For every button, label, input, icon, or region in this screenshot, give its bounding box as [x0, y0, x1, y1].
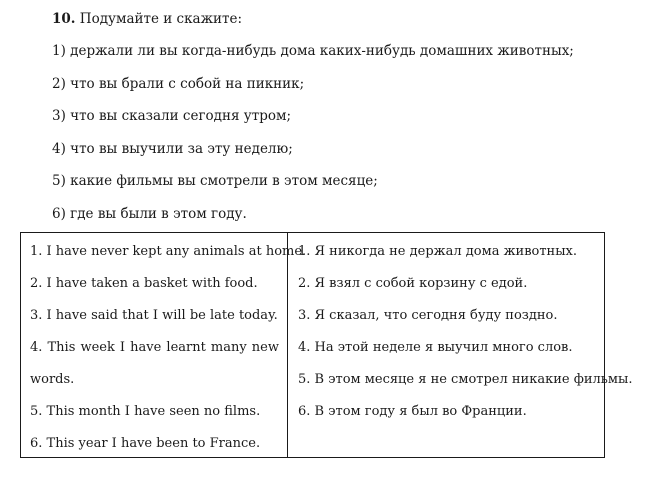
- answer-ru-1: 1. Я никогда не держал дома животных.: [298, 244, 578, 259]
- exercise-block: [52, 10, 632, 237]
- answer-en-3: 3. I have said that I will be late today.: [30, 308, 278, 323]
- answer-en-2: 2. I have taken a basket with food.: [30, 276, 258, 291]
- answers-english-column: [21, 233, 307, 457]
- answer-en-4: 4. This week I have learnt many new: [30, 340, 279, 355]
- question-4: 4) что вы выучили за эту неделю;: [52, 140, 293, 157]
- answer-ru-3: 3. Я сказал, что сегодня буду поздно.: [298, 308, 558, 323]
- answer-en-5: 5. This month I have seen no films.: [30, 404, 261, 419]
- answers-table: [20, 232, 633, 458]
- answer-en-1: 1. I have never kept any animals at home.: [30, 244, 307, 259]
- answers-russian-column: [288, 233, 638, 457]
- exercise-number: 10.: [52, 11, 76, 27]
- exercise-title: [52, 10, 632, 28]
- question-5: 5) какие фильмы вы смотрели в этом месяце;: [52, 173, 378, 189]
- question-3: 3) что вы сказали сегодня утром;: [52, 108, 292, 124]
- question-6: 6) где вы были в этом году.: [52, 205, 247, 222]
- answer-en-6: 6. This year I have been to France.: [30, 436, 261, 451]
- answer-ru-5: 5. В этом месяце я не смотрел никакие фильмы.: [298, 372, 633, 387]
- answer-ru-6: 6. В этом году я был во Франции.: [298, 404, 527, 419]
- answer-ru-4: 4. На этой неделе я выучил много слов.: [298, 340, 573, 355]
- exercise-instruction: Подумайте и скажите:: [79, 11, 243, 27]
- question-2: 2) что вы брали с собой на пикник;: [52, 75, 305, 92]
- answer-ru-2: 2. Я взял с собой корзину с едой.: [298, 276, 528, 291]
- question-1: 1) держали ли вы когда-нибудь дома каких-нибудь домашних животных;: [52, 43, 574, 59]
- answer-en-4-continued: words.: [30, 372, 75, 387]
